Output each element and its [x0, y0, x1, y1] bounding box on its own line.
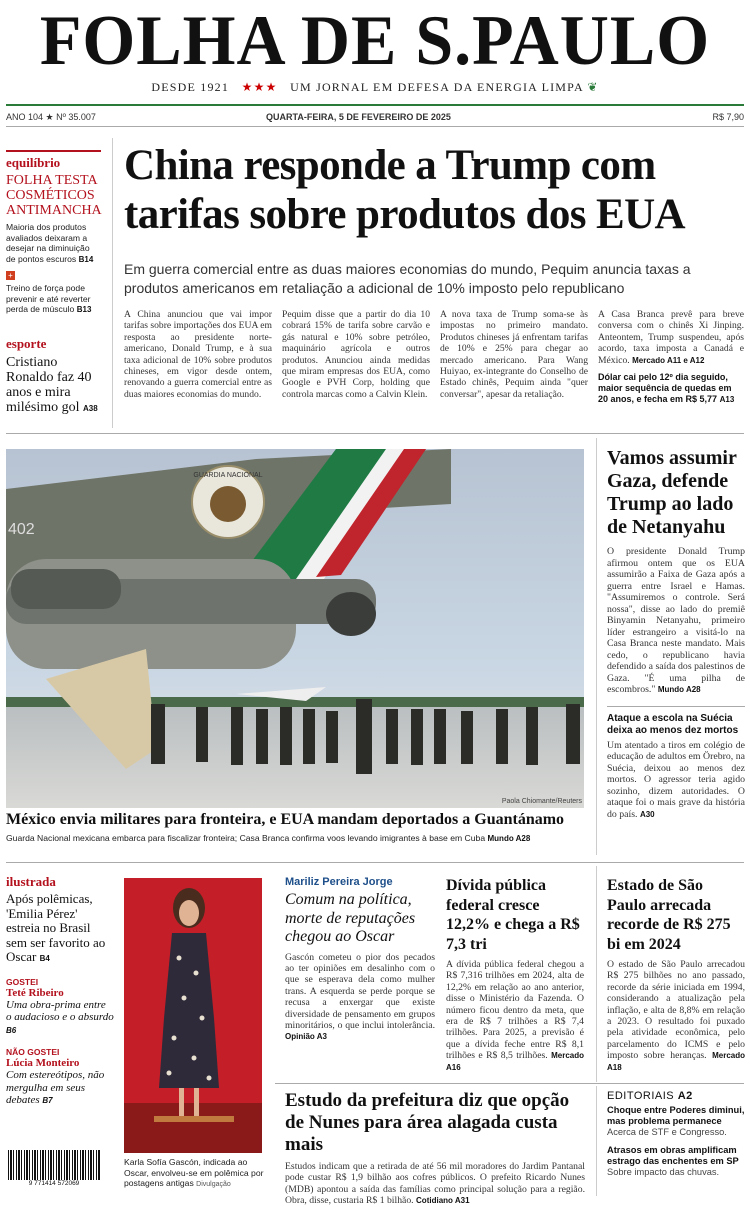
lead-column-3: A nova taxa de Trump soma-se às impostas no primeiro mandato. Produtos chineses já enfrentam tarifas de 10% e 25% para chegar ao mercado americano. Para Wang Huiyao, ex-integrante do Conselho de Estado chinês, Pequim ainda "quer conversar", apesar da retaliação. [440, 309, 588, 400]
debt-headline[interactable]: Dívida pública federal cresce 12,2% e chega a R$ 7,3 tri [446, 877, 580, 953]
label-nao-gostei: NÃO GOSTEI [6, 1047, 60, 1057]
kicker-equilibrio: equilíbrio [6, 155, 61, 170]
column-divider [596, 438, 597, 855]
issue-date: QUARTA-FEIRA, 5 DE FEVEREIRO DE 2025 [266, 112, 451, 122]
barcode-bars [8, 1150, 100, 1180]
lead-deck: Em guerra comercial entre as duas maiores economias do mundo, Pequim anuncia taxas a produtos americanos em retaliação a adicional de 10% imposto pelo republicano [124, 261, 691, 296]
review-gostei: Uma obra-prima entre o audacioso e o absurdo B6 [6, 998, 114, 1035]
editoriais-page: A2 [677, 1090, 693, 1102]
photo-plane-number: 402 [8, 521, 35, 538]
sp-body: O estado de São Paulo arrecadou R$ 275 bilhões no ano passado, recorde da série iniciada em 1994, considerando a atualização pela inflação, e alta de 8,8% em relação a 2023. O resultado foi puxado pela atividade econômica, pelo parcelamento do ICMS e pelo imposto sobre heranças. Mercado A18 [607, 959, 745, 1072]
issue-price: R$ 7,90 [712, 112, 744, 122]
left-column [6, 150, 101, 416]
stars-icon: ★★★ [241, 80, 278, 94]
barcode [8, 1150, 100, 1192]
dollar-note: Dólar cai pelo 12º dia seguido, maior sequência de quedas em 20 anos, e fecha em R$ 5,77 A13 [598, 372, 735, 405]
masthead [0, 0, 750, 104]
flood-body: Estudos indicam que a retirada de até 56 mil moradores do Jardim Pantanal pode custar R$ 1,9 bilhão aos cofres públicos. O prefeito Ricardo Nunes (MDB) apontou a saída das famílias como principal solução para a região. Obra, disse, custaria R$ 1 bilhão. Cotidiano A31 [285, 1161, 585, 1207]
author-lucia: Lúcia Monteiro [6, 1057, 80, 1069]
summary-cosmeticos: Maioria dos produtos avaliados deixaram a desejar na diminuição de pontos escuros B14 [6, 222, 94, 264]
label-gostei: GOSTEI [6, 976, 39, 987]
flood-headline[interactable]: Estudo da prefeitura diz que opção de Nunes para área alagada custa mais [285, 1090, 570, 1155]
sweden-headline[interactable]: Ataque a escola na Suécia deixa ao menos dez mortos [607, 712, 739, 736]
editoriais-label: EDITORIAIS [607, 1090, 675, 1102]
gaza-story [607, 447, 745, 820]
lead-headline[interactable]: China responde a Trump com tarifas sobre produtos dos EUA [124, 142, 685, 238]
gaza-headline[interactable]: Vamos assumir Gaza, defende Trump ao lado de Netanyahu [607, 447, 737, 538]
headline-cosmeticos[interactable]: FOLHA TESTA COSMÉTICOS ANTIMANCHA [6, 173, 102, 218]
opinion-author: Mariliz Pereira Jorge [285, 876, 393, 888]
headline-ronaldo[interactable]: Cristiano Ronaldo faz 40 anos e mira milésimo gol A38 [6, 354, 98, 415]
sweden-body: Um atentado a tiros em colégio de educação de adultos em Örebro, na Suécia, deixou ao menos dez mortos. O agressor teria agido sozinho, dizem autoridades. O ataque foi o mais grave da história do país. A30 [607, 739, 745, 820]
sp-headline[interactable]: Estado de São Paulo arrecada recorde de R$ 275 bi em 2024 [607, 877, 731, 953]
ilustrada-column [6, 874, 114, 1108]
gaza-body: O presidente Donald Trump afirmou ontem que os EUA assumirão a Faixa de Gaza após a guerra entre Israel e Hamas. "Assumiremos o controle. Será nossa", disse ao lado do premiê Binyamin Netanyahu, primeiro líder estrangeiro a visitá-lo na Casa Branca neste mandato. Mais cedo, o republicano havia defendido a saída dos palestinos de Gaza. "É uma pilha de escombros." Mundo A28 [607, 546, 745, 695]
review-nao-gostei: Com estereótipos, não mergulha em seus debates B7 [6, 1069, 105, 1106]
section-rule [6, 150, 101, 152]
masthead-motto: UM JORNAL EM DEFESA DA ENERGIA LIMPA [290, 80, 584, 94]
opinion-headline[interactable]: Comum na política, morte de reputações chegou ao Oscar [285, 891, 416, 945]
author-tete: Teté Ribeiro [6, 986, 64, 999]
masthead-subtitle [0, 80, 750, 95]
column-divider [596, 1086, 597, 1196]
section-rule [607, 706, 745, 707]
plus-icon: + [6, 271, 15, 280]
mexico-headline[interactable]: México envia militares para fronteira, e EUA mandam deportados a Guantánamo [6, 811, 565, 828]
sp-story [607, 876, 745, 1073]
masthead-since: DESDE 1921 [151, 80, 230, 94]
summary-treino: Treino de força pode prevenir e até reverter perda de músculo B13 [6, 283, 92, 314]
flood-story [285, 1090, 585, 1207]
masthead-rule [6, 104, 744, 106]
lead-column-4: A Casa Branca prevê para breve conversa com o chinês Xi Jinping. Anteontem, Trump suspendeu, após acordo, taxa imposta a Canadá e México. Mercado A11 e A12 Dólar cai pelo 12º dia seguido, maior sequência de quedas em 20 anos, e fecha em R$ 5,77 A13 [598, 309, 744, 405]
lead-column-1: A China anunciou que vai impor tarifas sobre importações dos EUA em resposta ao presidente norte-americano, Donald Trump, e à sua taxa adicional de 10% sobre produtos chineses, em vigor desde ontem, renovando a guerra comercial entre as duas maiores economias do mundo. [124, 309, 272, 400]
main-photo[interactable] [6, 449, 584, 808]
kicker-ilustrada: ilustrada [6, 874, 56, 889]
karla-illustration [124, 878, 262, 1153]
editorial-2[interactable]: Atrasos em obras amplificam estrago das enchentes em SP Sobre impacto das chuvas. [607, 1145, 739, 1177]
lead-column-2: Pequim disse que a partir do dia 10 cobrará 15% de tarifa sobre carvão e gás natural e 10% sobre petróleo, maquinário agrícola e outros produtos. Anunciou ainda medidas que miram empresas dos EUA, como Google e PVH Corp, holding que controla marcas como a Calvin Klein. [282, 309, 430, 400]
section-rule [6, 433, 744, 434]
headline-emilia[interactable]: Após polêmicas, 'Emilia Pérez' estreia no Brasil sem ser favorito ao Oscar B4 [6, 891, 106, 964]
section-rule [6, 862, 744, 863]
dateline [6, 110, 744, 124]
masthead-title: FOLHA DE S.PAULO [39, 0, 711, 80]
karla-caption: Karla Sofía Gascón, indicada ao Oscar, envolveu-se em polêmica por postagens antigas Divulgação [124, 1157, 264, 1188]
editoriais-box [607, 1090, 745, 1178]
debt-story [446, 876, 584, 1073]
photo-emblem-text: GUARDIA NACIONAL [193, 472, 263, 479]
plane-photo-illustration [6, 449, 584, 808]
section-rule [275, 1083, 744, 1084]
opinion-body: Gascón cometeu o pior dos pecados ao ter opiniões em desalinho com o que se esperava dela como mulher trans. A esquerda se perde porque se recusa a enxergar que existe diversidade de pensamento em grupos minoritários, o que inclui intolerância. Opinião A3 [285, 951, 435, 1042]
barcode-number: 9 771414 572069 [28, 1180, 80, 1187]
karla-photo[interactable] [124, 878, 262, 1153]
issue-number: ANO 104 ★ Nº 35.007 [6, 112, 96, 122]
mexico-caption: Guarda Nacional mexicana embarca para fiscalizar fronteira; Casa Branca confirma voos levando imigrantes à base em Cuba Mundo A28 [6, 833, 531, 843]
column-divider [596, 866, 597, 1082]
column-divider [112, 138, 113, 428]
leaf-icon: ❦ [587, 80, 599, 94]
editorial-1[interactable]: Choque entre Poderes diminui, mas problema permanece Acerca de STF e Congresso. [607, 1105, 745, 1137]
opinion-column [285, 876, 435, 1043]
dateline-rule [6, 126, 744, 127]
photo-credit: Paola Chiomante/Reuters [501, 798, 582, 805]
debt-body: A dívida pública federal chegou a R$ 7,316 trilhões em 2024, alta de 12,2% em relação ao ano anterior, disse o Ministério da Fazenda. O número ficou dentro da meta, que era de R$ 7 trilhões a R$ 7,4 trilhões. Para 2025, a previsão é que a dívida feche entre R$ 8,1 trilhões e R$ 8,5 trilhões. Mercado A16 [446, 959, 584, 1072]
kicker-esporte: esporte [6, 335, 47, 351]
